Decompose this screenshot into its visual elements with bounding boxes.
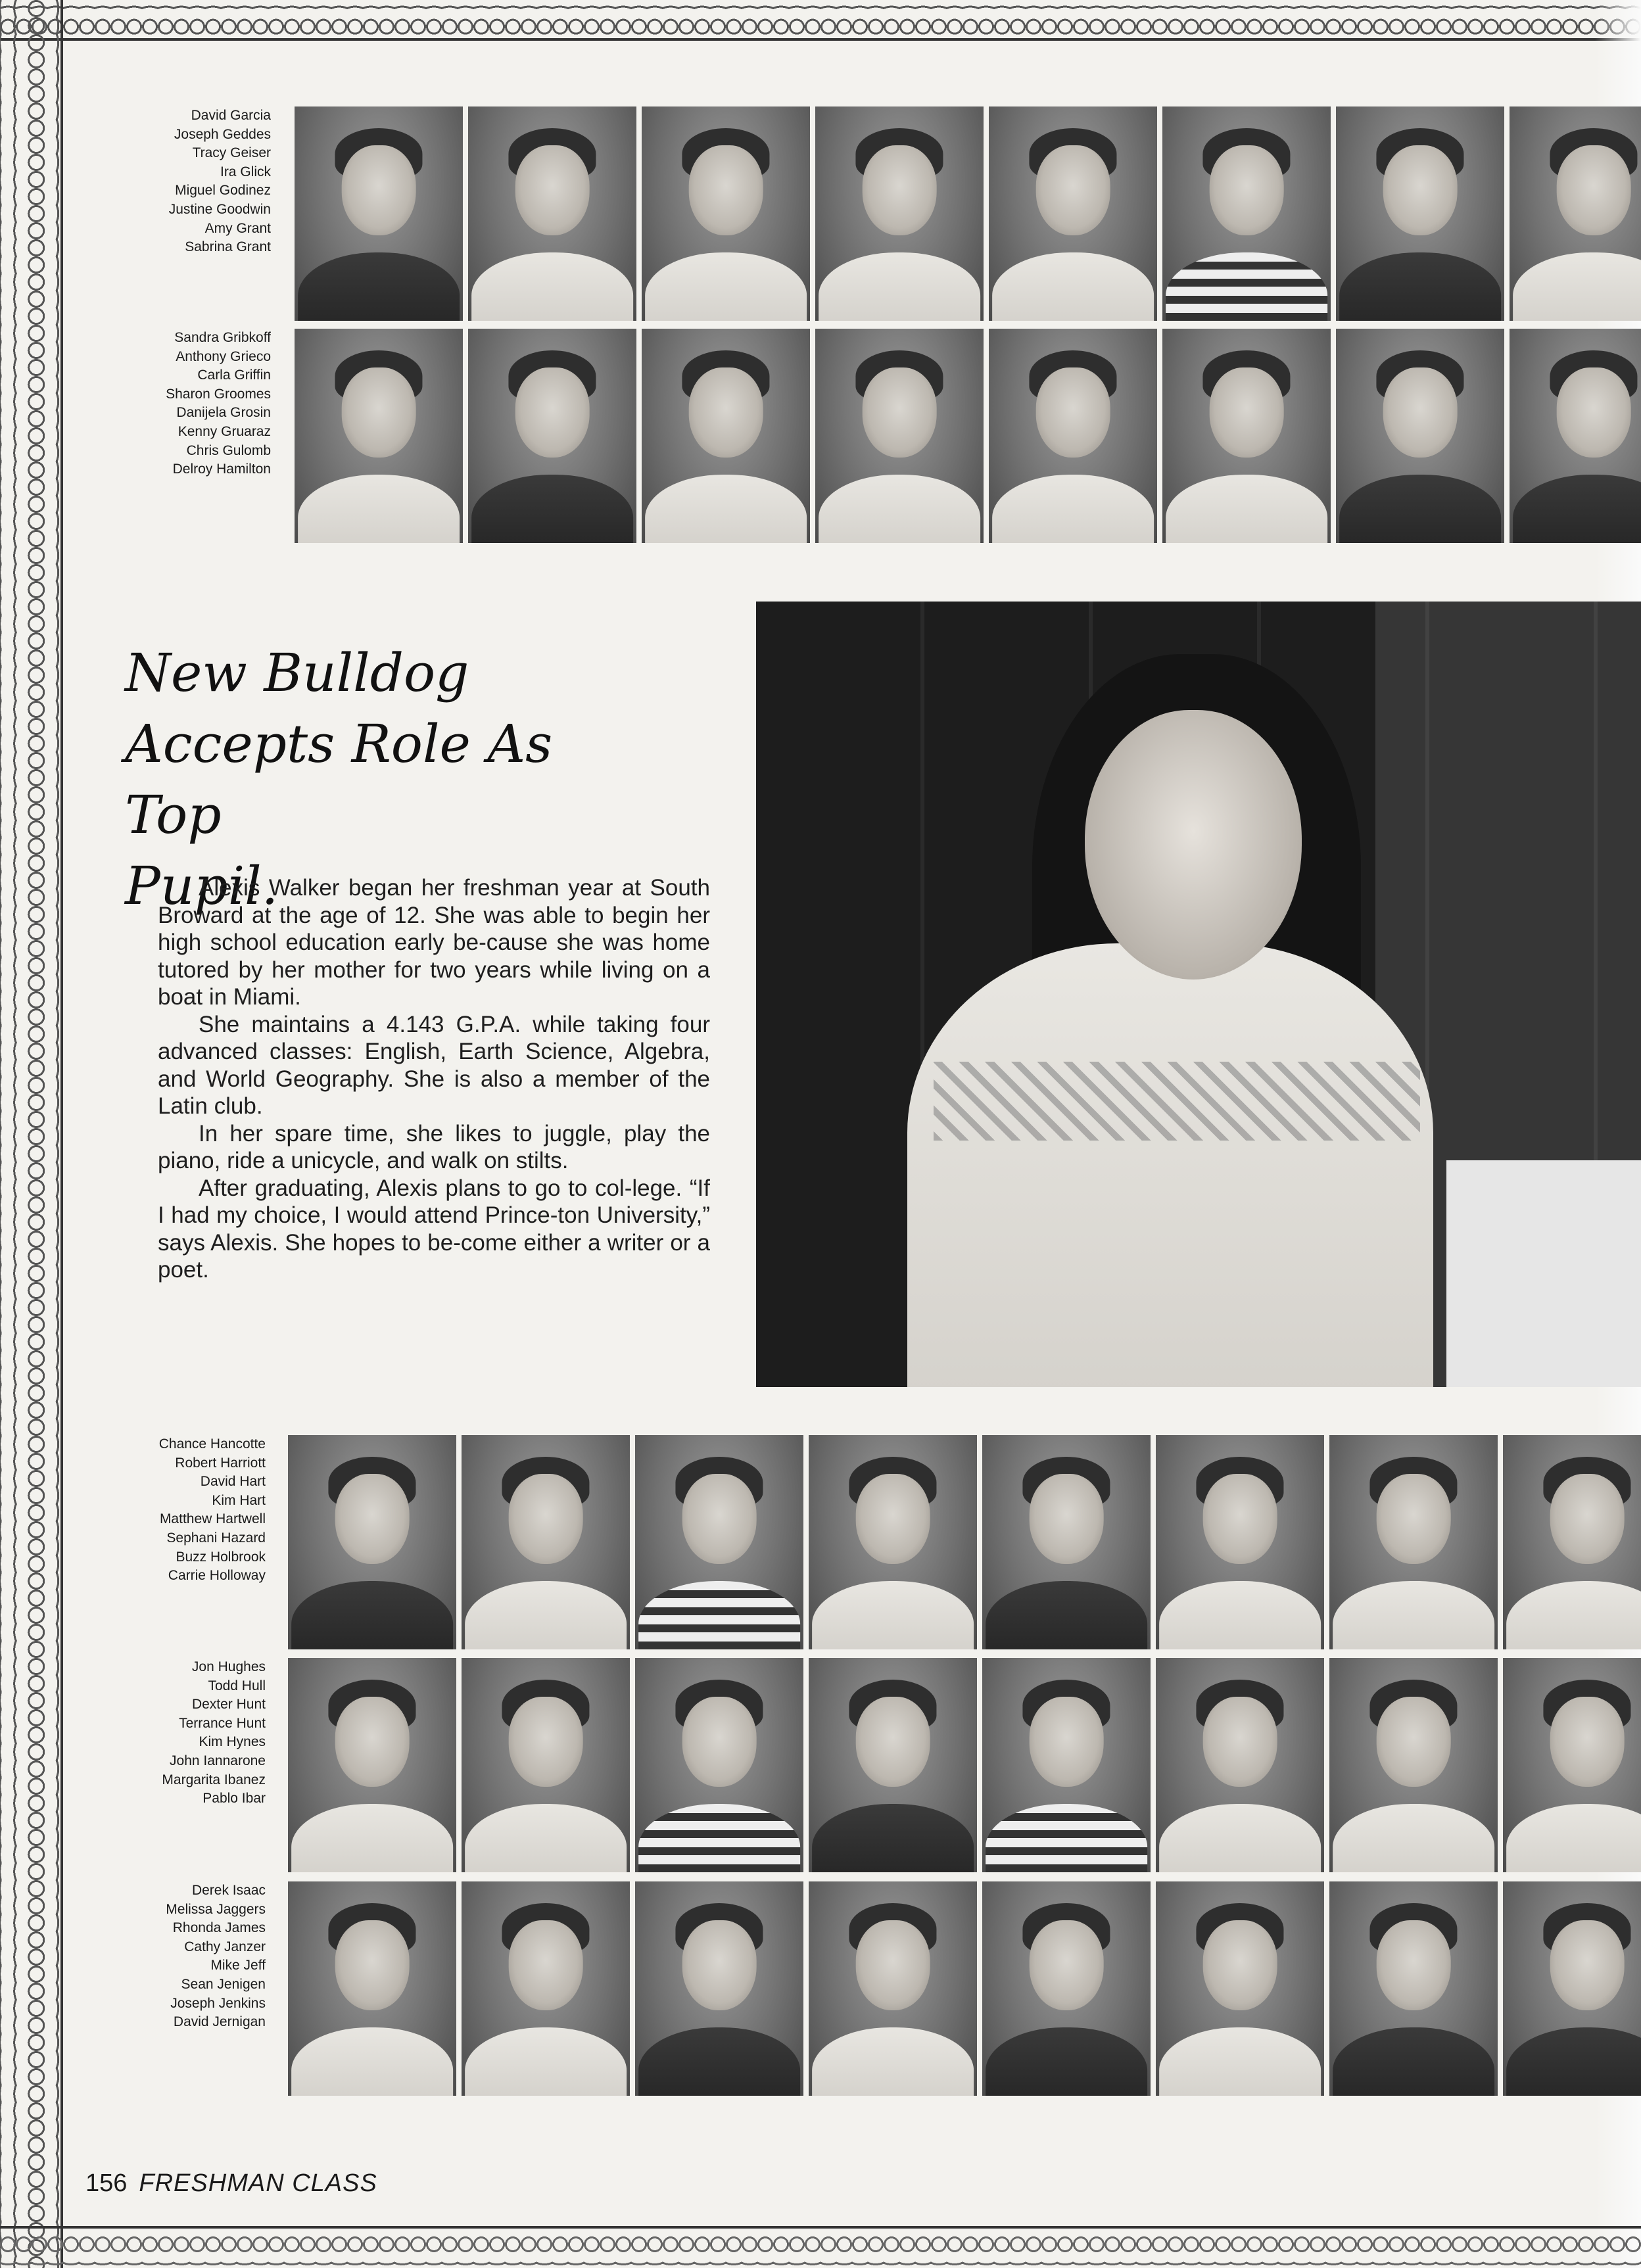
photo-row-1 xyxy=(295,106,1641,321)
student-name: John Iannarone xyxy=(170,1753,266,1768)
name-list-row-3 xyxy=(49,1435,266,1586)
student-name: Kim Hart xyxy=(212,1492,266,1508)
article-paragraph: She maintains a 4.143 G.P.A. while taking four advanced classes: English, Earth Science, Algebra, and World Geography. She is also a member of the Latin club. xyxy=(158,1011,710,1119)
student-name: Derek Isaac xyxy=(191,1883,266,1898)
student-photo xyxy=(635,1435,803,1649)
student-name: Rhonda James xyxy=(172,1920,266,1936)
student-photo xyxy=(1162,329,1331,543)
student-name: Todd Hull xyxy=(208,1678,266,1693)
student-photo xyxy=(468,106,636,321)
student-name: David Garcia xyxy=(191,108,271,123)
student-photo xyxy=(815,106,984,321)
student-name: Mike Jeff xyxy=(210,1958,266,1973)
page-number: 156 xyxy=(85,2169,128,2197)
student-name: Joseph Geddes xyxy=(174,126,271,142)
student-photo xyxy=(462,1881,630,2096)
student-name: Justine Goodwin xyxy=(168,201,271,217)
student-photo xyxy=(288,1881,456,2096)
student-name: Terrance Hunt xyxy=(179,1715,266,1731)
student-name: Carla Griffin xyxy=(197,367,271,383)
student-photo xyxy=(809,1881,977,2096)
student-photo xyxy=(1156,1435,1324,1649)
student-photo xyxy=(295,106,463,321)
student-photo xyxy=(468,329,636,543)
student-photo xyxy=(1156,1881,1324,2096)
student-name: Sharon Groomes xyxy=(166,386,271,402)
student-photo xyxy=(1510,329,1641,543)
student-photo xyxy=(635,1658,803,1872)
student-name: David Hart xyxy=(200,1474,266,1490)
name-list-row-5 xyxy=(49,1881,266,2032)
feature-photo xyxy=(756,602,1641,1387)
student-photo xyxy=(1329,1435,1498,1649)
student-name: Sandra Gribkoff xyxy=(174,330,271,345)
headline-line: New Bulldog xyxy=(125,642,469,703)
student-name: Pablo Ibar xyxy=(202,1791,266,1807)
student-name: David Jernigan xyxy=(173,2014,266,2030)
feature-article xyxy=(158,874,710,1284)
student-name: Tracy Geiser xyxy=(192,145,271,161)
student-photo xyxy=(1503,1881,1641,2096)
photo-row-5 xyxy=(288,1881,1641,2096)
student-name: Anthony Grieco xyxy=(176,348,271,364)
spiral-binding-top xyxy=(0,0,1641,41)
student-name: Kim Hynes xyxy=(199,1734,266,1750)
article-paragraph: In her spare time, she likes to juggle, play the piano, ride a unicycle, and walk on stilts. xyxy=(158,1120,710,1173)
student-name: Sean Jenigen xyxy=(181,1976,266,1992)
photo-row-4 xyxy=(288,1658,1641,1872)
student-photo xyxy=(809,1658,977,1872)
article-paragraph: Alexis Walker began her freshman year at South Broward at the age of 12. She was able to begin her high school education early be-cause she was home tutored by her mother for two years while living on a boat in Miami. xyxy=(158,875,710,1010)
student-name: Danijela Grosin xyxy=(176,405,271,421)
student-photo xyxy=(1329,1881,1498,2096)
student-photo xyxy=(989,106,1157,321)
student-name: Amy Grant xyxy=(204,220,271,236)
student-name: Robert Harriott xyxy=(175,1455,266,1471)
student-name: Carrie Holloway xyxy=(168,1568,266,1584)
student-photo xyxy=(1156,1658,1324,1872)
student-photo xyxy=(462,1658,630,1872)
page-footer xyxy=(85,2169,377,2198)
name-list-row-4 xyxy=(49,1658,266,1808)
student-photo xyxy=(982,1658,1151,1872)
student-name: Delroy Hamilton xyxy=(172,461,271,477)
student-photo xyxy=(1336,329,1504,543)
student-name: Cathy Janzer xyxy=(184,1939,266,1954)
name-list-row-2 xyxy=(54,329,271,479)
student-name: Jon Hughes xyxy=(191,1659,266,1674)
student-photo xyxy=(1162,106,1331,321)
name-list-row-1 xyxy=(54,106,271,257)
student-name: Chris Gulomb xyxy=(186,442,271,458)
student-name: Chance Hancotte xyxy=(158,1436,266,1452)
student-photo xyxy=(1510,106,1641,321)
student-name: Matthew Hartwell xyxy=(159,1511,266,1527)
student-name: Ira Glick xyxy=(220,164,271,179)
photo-row-3 xyxy=(288,1435,1641,1649)
student-name: Miguel Godinez xyxy=(175,183,271,199)
student-photo xyxy=(642,106,810,321)
student-photo xyxy=(1329,1658,1498,1872)
student-photo xyxy=(809,1435,977,1649)
student-photo xyxy=(642,329,810,543)
student-photo xyxy=(1336,106,1504,321)
headline-line: Accepts Role As Top xyxy=(125,713,553,845)
student-name: Joseph Jenkins xyxy=(170,1995,266,2011)
headline-line: Pupil. xyxy=(125,855,279,916)
student-name: Dexter Hunt xyxy=(191,1697,266,1713)
student-name: Margarita Ibanez xyxy=(162,1772,266,1787)
student-photo xyxy=(1503,1435,1641,1649)
student-photo xyxy=(295,329,463,543)
article-paragraph: After graduating, Alexis plans to go to col-lege. “If I had my choice, I would attend Prince-ton University,” says Alexis. She hopes to be-come either a writer or a poet. xyxy=(158,1175,710,1283)
student-photo xyxy=(982,1435,1151,1649)
student-name: Buzz Holbrook xyxy=(176,1549,266,1565)
student-photo xyxy=(288,1658,456,1872)
student-photo xyxy=(635,1881,803,2096)
student-photo xyxy=(989,329,1157,543)
student-name: Sabrina Grant xyxy=(185,239,271,255)
student-photo xyxy=(288,1435,456,1649)
student-photo xyxy=(815,329,984,543)
spiral-binding-bottom xyxy=(0,2226,1641,2268)
photo-row-2 xyxy=(295,329,1641,543)
student-name: Melissa Jaggers xyxy=(166,1901,266,1917)
student-name: Kenny Gruaraz xyxy=(178,423,271,439)
student-photo xyxy=(982,1881,1151,2096)
section-title: FRESHMAN CLASS xyxy=(139,2169,377,2197)
student-photo xyxy=(462,1435,630,1649)
student-photo xyxy=(1503,1658,1641,1872)
student-name: Sephani Hazard xyxy=(166,1530,266,1546)
